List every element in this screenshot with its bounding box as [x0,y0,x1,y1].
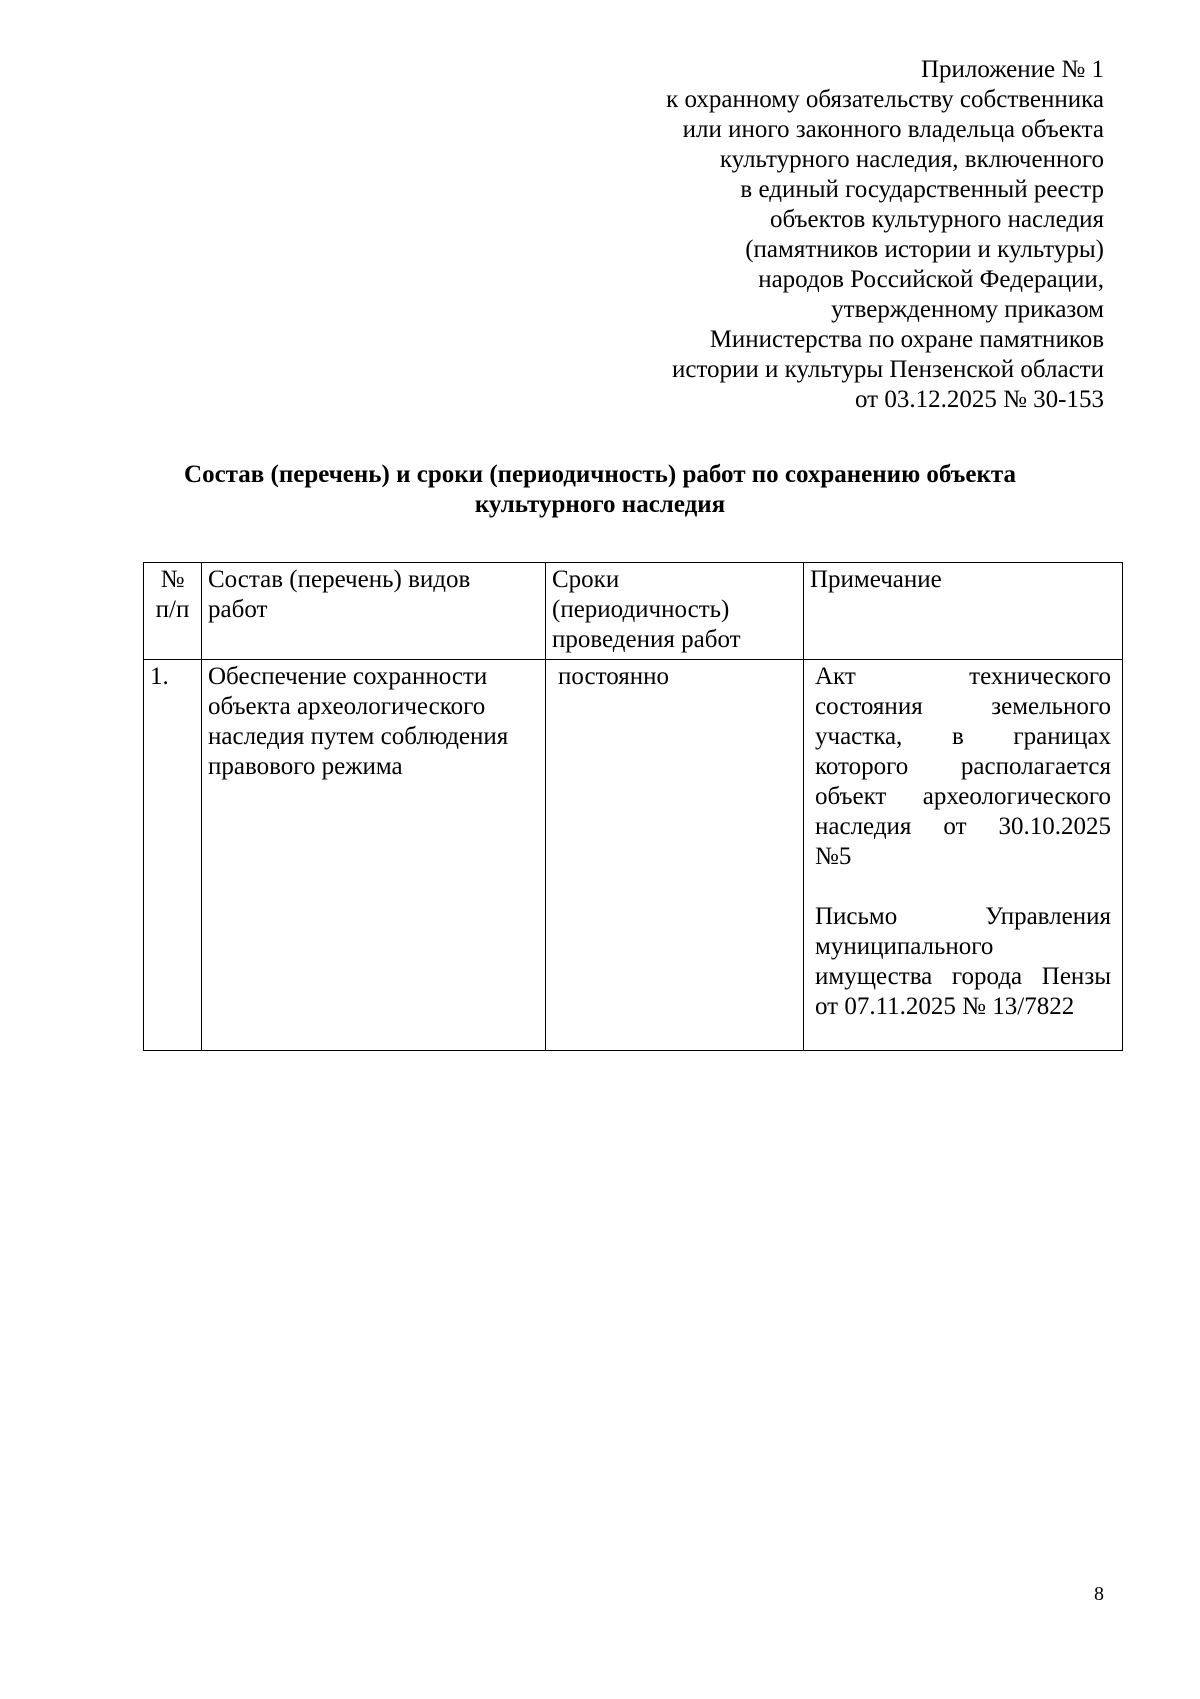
appendix-line: объектов культурного наследия [770,206,1104,233]
appendix-line: в единый государственный реестр [740,176,1104,203]
appendix-line: Министерства по охране памятников [709,326,1104,353]
appendix-line: истории и культуры Пензенской области [671,356,1104,383]
appendix-line: (памятников истории и культуры) [745,236,1104,263]
title-line: культурного наследия [474,491,726,518]
note-paragraph-letter [815,902,1111,1022]
appendix-line: народов Российской Федерации, [758,266,1104,293]
appendix-line: к охранному обязательству собственника [666,86,1104,113]
note-text: муниципального [815,933,994,960]
appendix-line: культурного наследия, включенного [719,146,1104,173]
note-text: имущества города Пензы [815,963,1111,990]
note-text: Акт технического [815,663,1111,690]
note-spacer [815,872,1111,902]
header-text: (периодичность) [552,596,730,623]
title-line: Состав (перечень) и сроки (периодичность) работ по сохранению объекта [184,461,1016,488]
header-text: Примечание [810,566,942,593]
page-number: 8 [1094,1583,1104,1605]
document-title [100,460,1100,520]
note-text: объект археологического [815,783,1111,810]
note-text: Письмо Управления [815,903,1111,930]
cell-terms: постоянно [546,660,804,1051]
header-text: № [160,566,185,593]
header-text: Сроки [552,566,620,593]
header-text: Состав (перечень) видов [208,566,471,593]
header-text: п/п [155,596,190,623]
header-number [144,563,202,660]
note-text: наследия от 30.10.2025 [815,813,1111,840]
cell-note [804,660,1123,1051]
appendix-line: или иного законного владельца объекта [682,116,1104,143]
cell-text: правового режима [208,753,403,780]
header-terms [546,563,804,660]
note-text: которого располагается [815,753,1111,780]
cell-works [202,660,546,1051]
cell-number: 1. [144,660,202,1051]
table-header-row [144,563,1123,660]
note-paragraph-act [815,662,1111,872]
cell-text: объекта археологического [208,693,486,720]
header-note [804,563,1123,660]
works-table [143,562,1123,1051]
appendix-line: от 03.12.2025 № 30-153 [854,386,1104,413]
appendix-line: Приложение № 1 [920,56,1104,83]
note-text: состояния земельного [815,693,1111,720]
cell-text: наследия путем соблюдения [208,723,509,750]
appendix-line: утвержденному приказом [831,296,1104,323]
table-row [144,660,1123,1051]
cell-text: Обеспечение сохранности [208,663,488,690]
header-text: проведения работ [552,626,741,653]
appendix-header [544,55,1104,415]
header-works [202,563,546,660]
note-text: участка, в границах [815,723,1111,750]
header-text: работ [208,596,268,623]
note-text: от 07.11.2025 № 13/7822 [815,993,1075,1020]
note-text: №5 [815,843,852,870]
